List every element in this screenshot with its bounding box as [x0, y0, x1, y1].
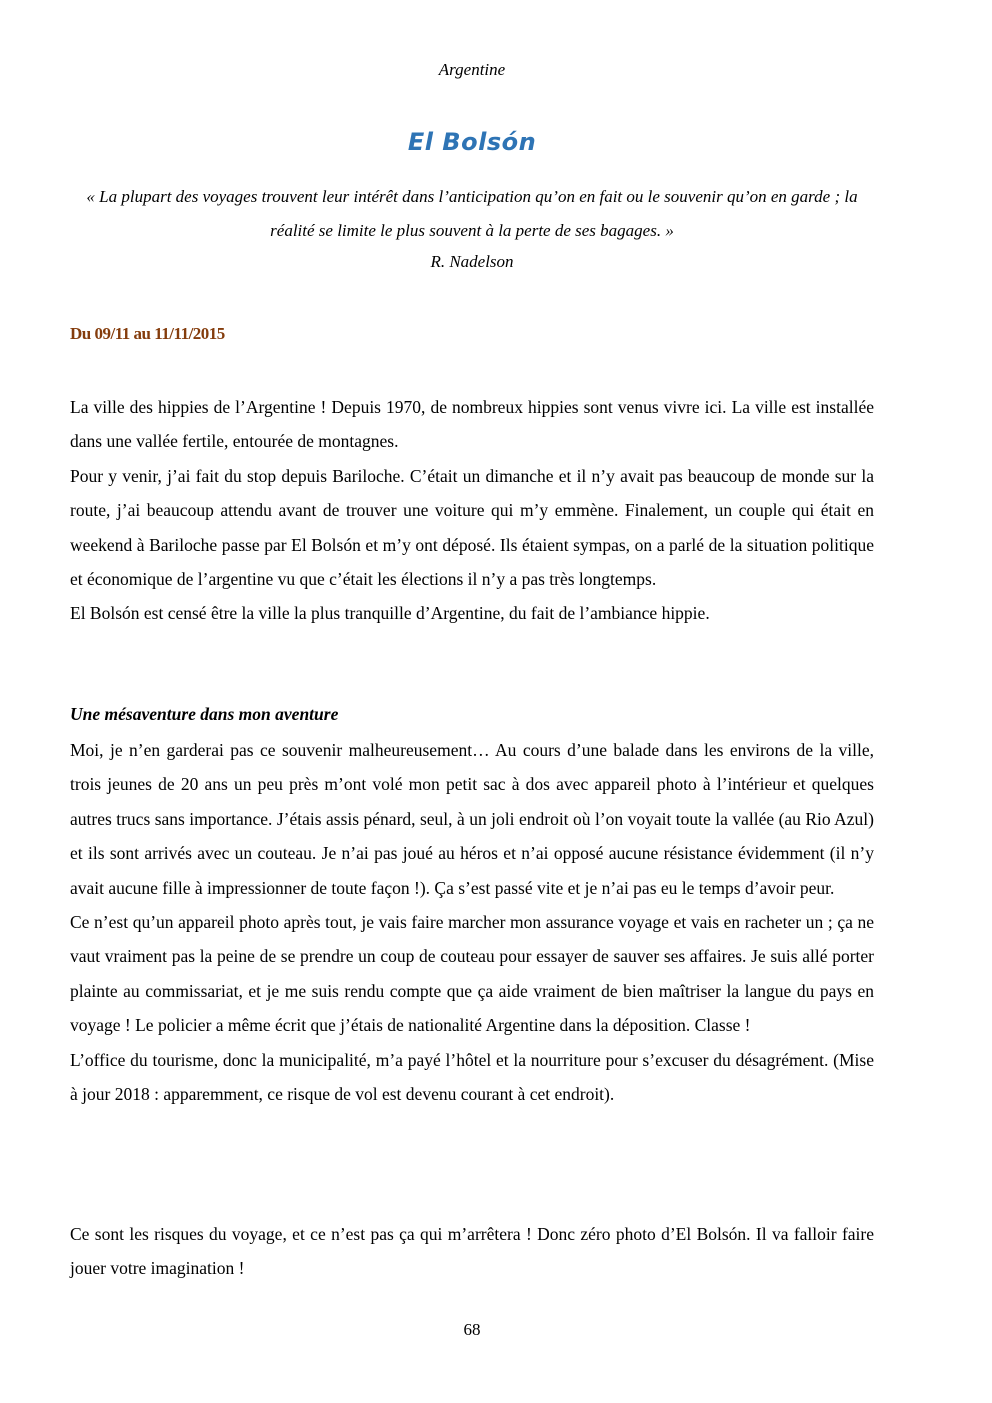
paragraph: El Bolsón est censé être la ville la plus tranquille d’Argentine, du fait de l’ambiance hippie.	[70, 603, 710, 624]
epigraph-quote: « La plupart des voyages trouvent leur intérêt dans l’anticipation qu’on en fait ou le souvenir qu’on en garde ; la réalité se limite le plus souvent à la perte de ses bagages. »	[86, 187, 858, 240]
paragraph: Pour y venir, j’ai fait du stop depuis Bariloche. C’était un dimanche et il n’y avait pas beaucoup de monde sur la route, j’ai beaucoup attendu avant de trouver une voiture qui m’y emmène. Finalement, un couple qui était en weekend à Bariloche passe par El Bolsón et m’y ont déposé. Ils étaient sympas, on a parlé de la situation politique et économique de l’argentine vu que c’était les élections il n’y a pas très longtemps.	[70, 465, 874, 590]
running-header: Argentine	[438, 60, 506, 79]
closing-section	[70, 1217, 874, 1286]
paragraph: Moi, je n’en garderai pas ce souvenir malheureusement… Au cours d’une balade dans les environs de la ville, trois jeunes de 20 ans un peu près m’ont volé mon petit sac à dos avec appareil photo à l’intérieur et quelques autres trucs sans importance. J’étais assis pénard, seul, à un joli endroit où l’on voyait toute la vallée (au Rio Azul) et ils sont arrivés avec un couteau. Je n’ai pas joué au héros et n’ai opposé aucune résistance évidemment (il n’y avait aucune fille à impressionner de toute façon !). Ça s’est passé vite et je n’ai pas eu le temps d’avoir peur.	[70, 740, 874, 898]
intro-section	[70, 390, 874, 631]
page-number: 68	[463, 1320, 481, 1339]
date-heading: Du 09/11 au 11/11/2015	[70, 324, 225, 343]
paragraph: Ce sont les risques du voyage, et ce n’est pas ça qui m’arrêtera ! Donc zéro photo d’El Bolsón. Il va falloir faire jouer votre imagination !	[70, 1224, 874, 1279]
epigraph-author: R. Nadelson	[430, 252, 514, 271]
page-title: El Bolsón	[407, 128, 537, 156]
paragraph: Ce n’est qu’un appareil photo après tout, je vais faire marcher mon assurance voyage et vais en racheter un ; ça ne vaut vraiment pas la peine de se prendre un coup de couteau pour essayer de sauver ses affaires. Je suis allé porter plainte au commissariat, et je me suis rendu compte que ça aide vraiment de bien maîtriser la langue du pays en voyage ! Le policier a même écrit que j’étais de nationalité Argentine dans la déposition. Classe !	[70, 912, 874, 1036]
section-heading: Une mésaventure dans mon aventure	[70, 704, 339, 724]
misadventure-section	[70, 733, 874, 1111]
paragraph: L’office du tourisme, donc la municipalité, m’a payé l’hôtel et la nourriture pour s’excuser du désagrément. (Mise à jour 2018 : apparemment, ce risque de vol est devenu courant à cet endroit).	[70, 1049, 874, 1105]
paragraph: La ville des hippies de l’Argentine ! Depuis 1970, de nombreux hippies sont venus vivre ici. La ville est installée dans une vallée fertile, entourée de montagnes.	[70, 397, 874, 452]
